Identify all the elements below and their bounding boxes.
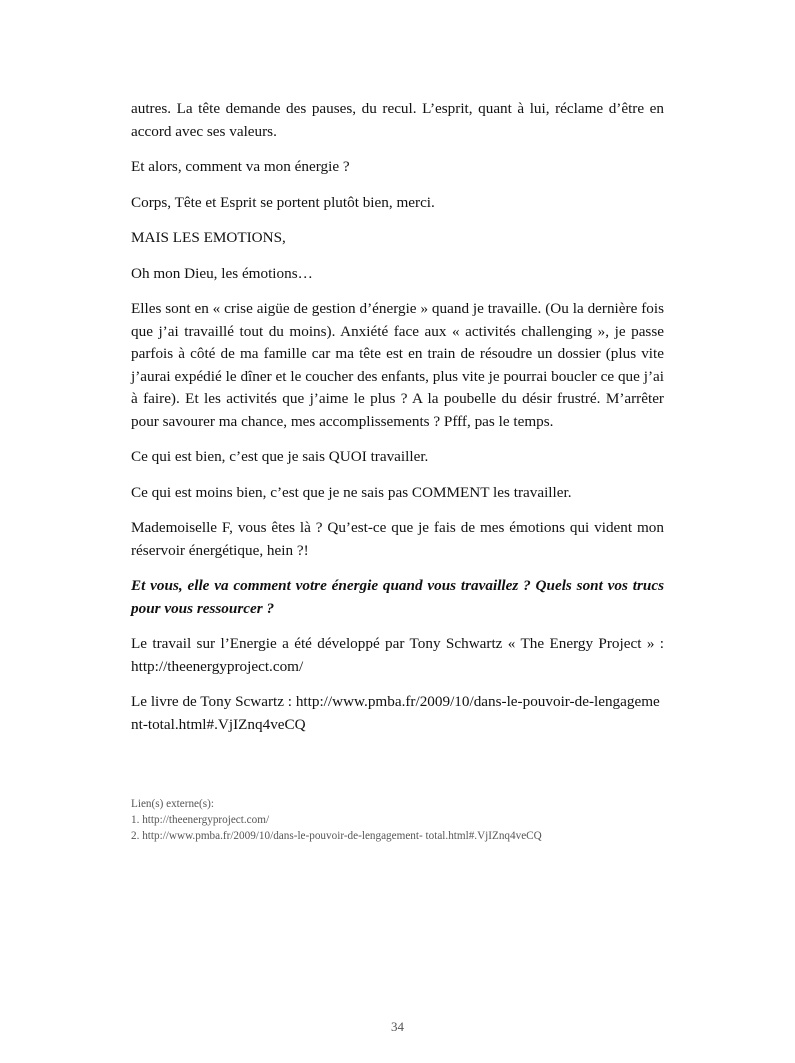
external-link-2[interactable]: 2. http://www.pmba.fr/2009/10/dans-le-pouvoir-de-lengagement- total.html#.VjIZnq4veCQ xyxy=(131,830,542,842)
page-number: 34 xyxy=(391,1019,404,1034)
paragraph-mademoiselle-f: Mademoiselle F, vous êtes là ? Qu’est-ce que je fais de mes émotions qui vident mon réservoir énergétique, hein ?! xyxy=(131,519,664,559)
paragraph-how-to-work: Ce qui est moins bien, c’est que je ne sais pas COMMENT les travailler. xyxy=(131,483,572,501)
paragraph-intro: autres. La tête demande des pauses, du recul. L’esprit, quant à lui, réclame d’être en accord avec ses valeurs. xyxy=(131,100,664,140)
external-link-1[interactable]: 1. http://theenergyproject.com/ xyxy=(131,814,270,826)
paragraph-emotions-heading: MAIS LES EMOTIONS, xyxy=(131,229,286,246)
paragraph-crisis: Elles sont en « crise aigüe de gestion d’énergie » quand je travaille. (Ou la dernière fois que j’ai travaillé tout du moins). Anxiété face aux « activités challenging », je passe parfois à côté de ma famille car ma tête est en train de résoudre un dossier (plus vite j’aurai expédié le dîner et le coucher des enfants, plus vite je pourrai boucler ce que j’ai à faire). Et les activités que j’aime le plus ? A la poubelle du désir frustré. M’arrêter pour savourer ma chance, mes accomplissements ? Pfff, pas le temps. xyxy=(131,300,664,430)
paragraph-energy-project: Le travail sur l’Energie a été développé par Tony Schwartz « The Energy Project » : http://theenergyproject.com/ xyxy=(131,635,664,675)
external-links xyxy=(131,796,691,844)
external-links-heading: Lien(s) externe(s): xyxy=(131,798,214,810)
paragraph-body-head-spirit: Corps, Tête et Esprit se portent plutôt bien, merci. xyxy=(131,193,435,211)
body-text xyxy=(131,98,664,749)
paragraph-what-to-work: Ce qui est bien, c’est que je sais QUOI travailler. xyxy=(131,448,429,465)
paragraph-oh-my-god: Oh mon Dieu, les émotions… xyxy=(131,264,313,282)
paragraph-reader-question: Et vous, elle va comment votre énergie quand vous travaillez ? Quels sont vos trucs pour vous ressourcer ? xyxy=(131,577,664,617)
paragraph-book-link: Le livre de Tony Scwartz : http://www.pmba.fr/2009/10/dans-le-pouvoir-de-lengagement-total.html#.VjIZnq4veCQ xyxy=(131,693,660,733)
paragraph-question-energy: Et alors, comment va mon énergie ? xyxy=(131,158,350,175)
